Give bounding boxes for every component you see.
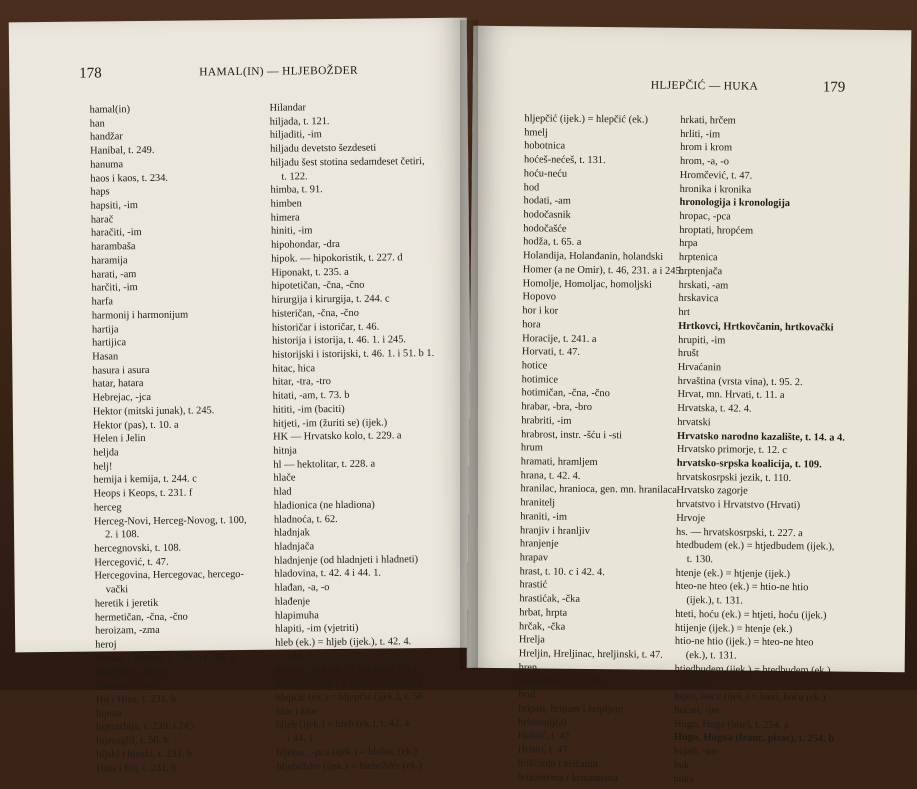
dictionary-entry: Hiponakt, t. 235. a [271, 266, 349, 279]
book-spine [460, 20, 478, 670]
dictionary-entry: hiljadu šest stotina sedamdeset četiri, [270, 155, 425, 169]
dictionary-entry: i 44. 1. [286, 650, 316, 663]
dictionary-entry: hijski i hioski, t. 231. b [96, 748, 193, 761]
dictionary-entry: (ek.), t. 131. [685, 650, 737, 662]
dictionary-entry: Hanibal, t. 249. [90, 145, 155, 157]
dictionary-entry: hotimičan, -čna, -čno [521, 387, 610, 400]
dictionary-entry: htedbudem (ek.) = htjedbudem (ijek.), [675, 540, 835, 553]
dictionary-entry: handžar [89, 131, 123, 144]
dictionary-entry: hor i kor [522, 305, 559, 317]
dictionary-entry: hlapimuha [274, 609, 319, 622]
dictionary-entry: hrskavica [678, 293, 719, 305]
dictionary-entry: hipotetičan, -čna, -čno [271, 280, 365, 293]
dictionary-entry: hodati, -am [523, 195, 571, 208]
dictionary-entry: haračiti, -im [90, 227, 142, 240]
dictionary-entry: HK — Hrvatsko kolo, t. 229. a [273, 430, 402, 443]
dictionary-entry: hijeroglif, t. 50. b [96, 734, 170, 747]
dictionary-entry: hodočasnik [523, 209, 571, 221]
dictionary-entry: hteo-ne hteo (ek.) = htio-ne htio [675, 581, 809, 594]
dictionary-entry: hiniti, -im [270, 225, 313, 238]
dictionary-entry: hitac, hica [272, 362, 316, 375]
dictionary-entry: Hios i Hij, t. 231. b [96, 762, 177, 775]
dictionary-entry: vački [105, 584, 129, 596]
dictionary-entry: hrptenjača [678, 265, 723, 278]
dictionary-entry: Hesiod i Heziod, t. 231. a i 246. a [95, 651, 236, 665]
dictionary-entry: htenje (ek.) = htjenje (ijek.) [675, 567, 791, 580]
dictionary-entry: hlađenje [274, 596, 311, 608]
entry-column-2 [673, 114, 845, 788]
dictionary-entry: Hreljin, Hreljinac, hreljinski, t. 47. [518, 648, 663, 661]
dictionary-entry: hrum [520, 442, 543, 454]
dictionary-entry: hrkati, hrčem [680, 114, 736, 127]
page-number: 178 [79, 65, 102, 82]
dictionary-entry: himera [270, 212, 300, 224]
dictionary-entry: hapsiti, -im [90, 200, 139, 212]
dictionary-entry: hrid [518, 689, 536, 701]
dictionary-entry: hlače [273, 472, 296, 485]
dictionary-entry: hrt [678, 306, 690, 319]
dictionary-entry: htio-ne htio (ijek.) = hteo-ne hteo [674, 636, 814, 649]
dictionary-entry: hiljada, t. 121. [269, 115, 330, 128]
dictionary-entry: hrastićak, -čka [519, 593, 581, 606]
dictionary-entry: hraniti, -im [520, 511, 568, 523]
dictionary-entry: harfa [91, 296, 114, 308]
dictionary-entry: hteti, hoću (ek.) = htjeti, hoću (ijek.) [675, 608, 827, 622]
dictionary-entry: Hugo, Hugoa (franc. pisac), t. 254. b [673, 732, 835, 745]
dictionary-entry: Hromčević, t. 47. [679, 169, 753, 182]
dictionary-entry: hoću-neću [523, 168, 568, 180]
dictionary-entry: (ijek.), t. 131. [686, 595, 743, 607]
dictionary-entry: hitnja [273, 445, 297, 457]
dictionary-entry: hlađan, -a, -o [274, 582, 330, 594]
dictionary-entry: haos i kaos, t. 234. [90, 172, 169, 185]
dictionary-entry: i 44. 1. [287, 733, 317, 745]
dictionary-entry: Hugo, Huga (ime), t. 254. a [674, 718, 789, 731]
running-head: HLJEPČIĆ — HUKA [650, 79, 759, 93]
dictionary-entry: hanuma [90, 159, 124, 171]
dictionary-entry: Hrvoje [676, 512, 706, 525]
dictionary-entry: hujati, -im [673, 745, 718, 758]
dictionary-entry: hotice [521, 360, 548, 372]
dictionary-entry: hranilac, hranioca, gen. mn. hranilaca [520, 483, 677, 497]
dictionary-entry: historijski i istorijski, t. 46. 1. i 51. b 1. [272, 347, 435, 361]
dictionary-entry: Heops i Keops, t. 231. f [93, 487, 193, 500]
dictionary-entry: hermetičan, -čna, -čno [94, 611, 188, 624]
dictionary-entry: hronika i kronika [679, 183, 752, 196]
dictionary-entry: hranitelj [520, 497, 556, 509]
dictionary-entry: Hristo, t. 47. [517, 744, 571, 756]
dictionary-entry: hrušt [677, 348, 699, 360]
dictionary-entry: hora [522, 319, 541, 331]
dictionary-entry: histeričan, -čna, -čno [271, 307, 359, 320]
dictionary-entry: Hrtkovci, Hrtkovčanin, hrtkovački [678, 320, 834, 334]
dictionary-entry: higijena, t. 50. b [95, 666, 164, 679]
dictionary-entry: Hrelja [518, 634, 545, 646]
dictionary-entry: Hilandar [269, 102, 307, 114]
dictionary-entry: hrvatski [677, 416, 711, 429]
dictionary-entry: heroj [95, 639, 117, 651]
dictionary-entry: hijerarhija, t. 239. i 245. [96, 720, 197, 733]
dictionary-entry: htjeti, hoću (ijek.) = hteti, hoću (ek.) [674, 691, 826, 704]
right-page [467, 26, 912, 785]
dictionary-entry: Horvati, t. 47. [521, 346, 581, 359]
dictionary-entry: hleboždér (ek.) = hljeboždér (ijek.) [275, 677, 422, 690]
dictionary-entry: han [89, 118, 105, 130]
dictionary-entry: hrabrost, instr. -šću i -sti [521, 428, 623, 441]
dictionary-entry: hrčak, -čka [519, 620, 566, 633]
dictionary-entry: Herceg-Novi, Herceg-Novog, t. 100, [93, 514, 247, 528]
dictionary-entry: Hrvatsko primorje, t. 12. c [676, 444, 787, 457]
dictionary-entry: hrestomatija, t. 239. [518, 675, 602, 688]
entry-column-1 [517, 112, 684, 786]
dictionary-entry: hladionica (ne hladiona) [273, 499, 375, 512]
dictionary-entry: hronologija i kronologija [679, 197, 791, 210]
dictionary-entry: hladnjak [274, 527, 310, 539]
dictionary-entry: hladovina, t. 42. 4 i 44. 1. [274, 567, 382, 581]
dictionary-entry: t. 130. [685, 677, 712, 689]
dictionary-entry: hrvatskosrpski jezik, t. 110. [676, 471, 792, 484]
dictionary-entry: hotimice [521, 373, 559, 386]
dictionary-entry: hititi, -im (baciti) [272, 403, 345, 416]
dictionary-entry: harmonij i harmonijum [91, 309, 189, 322]
dictionary-entry: hrom, -a, -o [679, 156, 730, 168]
dictionary-entry: harati, -am [91, 268, 137, 281]
dictionary-entry: hrskati, -am [678, 279, 729, 292]
dictionary-entry: hranjiv i hranljiv [520, 524, 590, 537]
dictionary-entry: Hercegovina, Hercegovac, hercego- [94, 569, 244, 582]
dictionary-entry: hrizantema i krizantema [517, 771, 618, 784]
dictionary-entry: hljepčić (ijek.) = hlepčić (ek.) [524, 113, 649, 126]
dictionary-entry: Hopovo [522, 291, 557, 303]
dictionary-entry: hren [518, 661, 538, 674]
dictionary-entry: hleb (ek.) = hljeb (ijek.), t. 42. 4. [275, 636, 412, 649]
dictionary-entry: hrptenica [678, 252, 718, 264]
dictionary-entry: hiljaditi, -im [269, 129, 322, 142]
dictionary-entry: hlepčić (ek.) = hljepčić (ijek.), t. 58. [275, 690, 426, 704]
dictionary-entry: hrapav [519, 552, 549, 564]
dictionary-entry: hrbat, hrpta [519, 607, 568, 619]
dictionary-entry: Hektor (mitski junak), t. 245. [92, 405, 215, 418]
dictionary-entry: hasura i asura [92, 364, 150, 377]
dictionary-entry: hijena [95, 707, 122, 720]
dictionary-entry: Hebrejac, -jca [92, 392, 151, 404]
dictionary-entry: hitati, -am, t. 73. b [272, 389, 350, 402]
dictionary-entry: haramija [91, 255, 128, 267]
dictionary-entry: Hrvat, mn. Hrvati, t. 11. a [677, 389, 785, 402]
dictionary-entry: hercegnovski, t. 108. [94, 542, 182, 555]
dictionary-entry: hihotati, -ćem [95, 680, 154, 692]
dictionary-entry: Hercegović, t. 47. [94, 556, 169, 569]
dictionary-entry: hl — hektolitar, t. 228. a [273, 458, 376, 471]
dictionary-entry: htijenje (ijek.) = htenje (ek.) [675, 622, 793, 635]
dictionary-entry: hrastić [519, 579, 548, 591]
dictionary-entry: hrabar, -bra, -bro [521, 401, 593, 414]
dictionary-entry: hrabriti, -im [521, 415, 572, 427]
dictionary-entry: hipok. — hipokoristik, t. 227. d [271, 252, 403, 265]
dictionary-entry: heroizam, -zma [95, 625, 160, 637]
dictionary-entry: hlad [273, 486, 292, 498]
dictionary-entry: hitar, -tra, -tro [272, 376, 331, 389]
dictionary-entry: hladnjenje (od hladnjeti i hladneti) [274, 553, 419, 567]
dictionary-entry: hranjenje [519, 538, 559, 550]
dictionary-entry: hućati, -im [674, 704, 720, 717]
dictionary-entry: hrvatsko-srpska koalicija, t. 109. [676, 457, 822, 471]
dictionary-entry: hrisovulj(a) [518, 716, 567, 729]
dictionary-entry: hodža, t. 65. a [523, 236, 582, 249]
dictionary-entry: hoćeš-nećeš, t. 131. [523, 154, 606, 167]
dictionary-entry: hroptati, hropćem [679, 224, 754, 237]
dictionary-entry: Hasan [92, 351, 119, 363]
dictionary-entry: hljeb (ijek.) = hleb (ek.), t. 42. 4. [276, 718, 413, 731]
dictionary-entry: haps [90, 186, 110, 198]
dictionary-entry: Homer (a ne Omir), t. 46, 231. a i 245. [522, 264, 684, 277]
dictionary-entry: harač [90, 214, 114, 226]
dictionary-entry: hipohondar, -dra [271, 239, 340, 251]
dictionary-entry: Holandija, Holanđanin, holandski [522, 250, 664, 263]
dictionary-entry: historičar i istoričar, t. 46. [271, 321, 380, 334]
dictionary-entry: 2. i 108. [105, 529, 140, 541]
entry-column-1 [90, 102, 277, 776]
dictionary-entry: t. 130. [686, 553, 714, 566]
dictionary-entry: hlapiti, -im (vjetriti) [275, 623, 359, 635]
left-page [9, 18, 474, 775]
dictionary-entry: hlor i klor [275, 705, 318, 718]
dictionary-entry: hitjeti, -im (žuriti se) (ijek.) [272, 417, 388, 430]
dictionary-entry: hripati, hripam i hripljem [518, 703, 624, 716]
dictionary-entry: Hristić, t. 47. [517, 730, 573, 743]
dictionary-entry: Hrvatsko narodno kazalište, t. 14. a 4. [677, 430, 845, 444]
dictionary-entry: hramati, hramljem [520, 456, 598, 469]
dictionary-entry: huk [673, 759, 690, 771]
dictionary-entry: t. 122. [281, 170, 308, 183]
dictionary-entry: hiljadu devetsto šezdeseti [269, 142, 377, 155]
dictionary-entry: hrom i krom [680, 142, 733, 154]
dictionary-entry: helj! [93, 461, 113, 473]
dictionary-entry: harčiti, -im [91, 282, 138, 294]
dictionary-entry: hartijica [92, 337, 127, 349]
dictionary-entry: hrast, t. 10. c i 42. 4. [519, 565, 605, 578]
dictionary-entry: hs. — hrvatskosrpski, t. 227. a [676, 526, 803, 539]
dictionary-entry: historija i istorija, t. 46. 1. i 245. [272, 334, 407, 347]
dictionary-entry: Hrvatska, t. 42. 4. [677, 402, 752, 415]
dictionary-entry: hrvatstvo i Hrvatstvo (Hrvati) [676, 499, 801, 512]
dictionary-entry: hrišćanin i hrićanin [517, 758, 598, 770]
dictionary-entry: herceg [93, 502, 122, 514]
dictionary-entry: hladnoća, t. 62. [273, 513, 338, 526]
dictionary-entry: hamal(in) [89, 104, 131, 116]
dictionary-entry: Horacije, t. 241. a [522, 332, 597, 345]
entry-column-2 [270, 100, 462, 774]
dictionary-entry: hlebac, -pca (ek.) = hljebac (ijek.) [275, 663, 417, 677]
dictionary-entry: hatar, hatara [92, 378, 144, 390]
dictionary-entry: hod [523, 181, 540, 194]
dictionary-entry: heljda [93, 447, 119, 459]
dictionary-entry: hirurgija i kirurgija, t. 244. c [271, 293, 390, 306]
dictionary-entry: hrpa [679, 238, 698, 250]
dictionary-entry: hrupiti, -im [678, 334, 726, 346]
page-number: 179 [822, 79, 846, 96]
dictionary-entry: hmelj [524, 126, 548, 139]
dictionary-entry: Hrvatsko zagorje [676, 485, 748, 498]
dictionary-entry: Helen i Jelin [93, 433, 146, 445]
dictionary-entry: hrvaština (vrsta vina), t. 95. 2. [677, 375, 803, 388]
dictionary-entry: Hektor (pas), t. 10. a [92, 419, 179, 432]
dictionary-entry: huka [673, 773, 694, 785]
running-head: HAMAL(IN) — HLJEBOŽDER [199, 64, 358, 79]
dictionary-entry: hljebac, -pca (ijek.) = hlebac (ek.) [276, 745, 418, 759]
dictionary-entry: hljeboždér (ijek.) = hleboždér (ek.) [276, 759, 423, 773]
dictionary-entry: Homolje, Homoljac, homoljski [522, 277, 653, 291]
dictionary-entry: hrliti, -im [680, 128, 721, 141]
dictionary-entry: hobotnica [524, 140, 566, 153]
dictionary-entry: hrana, t. 42. 4. [520, 469, 581, 482]
dictionary-entry: heretik i jeretik [94, 597, 159, 610]
dictionary-entry: hropac, -pca [679, 210, 731, 223]
dictionary-entry: himba, t. 91. [270, 184, 323, 196]
dictionary-entry: Hij i Hios, t. 231. b [95, 693, 177, 706]
dictionary-entry: htjedbudem (ijek.) = htedbudem (ek.), [674, 663, 834, 677]
dictionary-entry: hartija [91, 323, 119, 336]
dictionary-entry: hodočašće [523, 223, 567, 235]
dictionary-entry: harambaša [91, 241, 136, 253]
dictionary-entry: Hrvaćanin [677, 361, 722, 374]
dictionary-entry: himben [270, 198, 302, 210]
dictionary-entry: hladnjača [274, 541, 315, 553]
dictionary-entry: hemija i kemija, t. 244. c [93, 473, 197, 486]
